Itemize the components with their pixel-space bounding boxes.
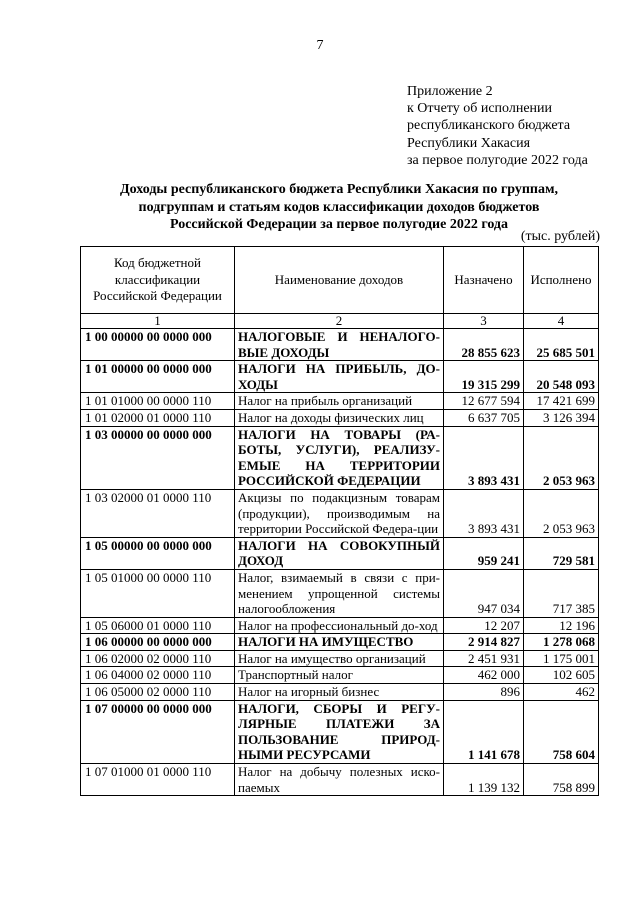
row-planned: 28 855 623: [444, 329, 524, 361]
row-name: НАЛОГОВЫЕ И НЕНАЛОГО-ВЫЕ ДОХОДЫ: [235, 329, 444, 361]
row-code: 1 05 00000 00 0000 000: [81, 537, 235, 569]
title-line: Российской Федерации за первое полугодие 2022 года: [169, 217, 509, 232]
row-executed: 1 278 068: [524, 634, 599, 651]
row-planned: 959 241: [444, 537, 524, 569]
column-number: 2: [235, 314, 444, 329]
row-planned: 3 893 431: [444, 426, 524, 489]
row-code: 1 01 00000 00 0000 000: [81, 361, 235, 393]
row-planned: 896: [444, 684, 524, 701]
row-executed: 3 126 394: [524, 409, 599, 426]
row-executed: 717 385: [524, 569, 599, 617]
row-executed: 102 605: [524, 667, 599, 684]
row-executed: 12 196: [524, 617, 599, 634]
row-name: Налог на доходы физических лиц: [235, 409, 444, 426]
row-code: 1 07 00000 00 0000 000: [81, 700, 235, 763]
row-executed: 25 685 501: [524, 329, 599, 361]
row-code: 1 07 01000 01 0000 110: [81, 764, 235, 796]
appendix-line: республиканского бюджета: [407, 118, 571, 134]
appendix-line: Приложение 2: [407, 84, 493, 99]
row-code: 1 06 02000 02 0000 110: [81, 650, 235, 667]
row-name: Налог на профессиональный до-ход: [235, 617, 444, 634]
row-code: 1 05 06000 01 0000 110: [81, 617, 235, 634]
row-planned: 2 914 827: [444, 634, 524, 651]
table-row: [81, 667, 599, 684]
row-name: Транспортный налог: [235, 667, 444, 684]
column-number: 1: [81, 314, 235, 329]
row-name: Налог на добычу полезных иско-паемых: [235, 764, 444, 796]
row-code: 1 06 04000 02 0000 110: [81, 667, 235, 684]
row-code: 1 01 02000 01 0000 110: [81, 409, 235, 426]
table-row: [81, 426, 599, 489]
table-row: [81, 634, 599, 651]
row-code: 1 05 01000 00 0000 110: [81, 569, 235, 617]
row-planned: 462 000: [444, 667, 524, 684]
row-code: 1 00 00000 00 0000 000: [81, 329, 235, 361]
table-row: [81, 489, 599, 537]
row-name: Налог, взимаемый в связи с при-менением упрощенной системы налогообложения: [235, 569, 444, 617]
row-code: 1 06 00000 00 0000 000: [81, 634, 235, 651]
row-executed: 758 899: [524, 764, 599, 796]
row-name: НАЛОГИ НА ИМУЩЕСТВО: [235, 634, 444, 651]
row-planned: 2 451 931: [444, 650, 524, 667]
title-line: Доходы республиканского бюджета Республики Хакасия по группам,: [120, 182, 558, 197]
appendix-line: Республики Хакасия: [407, 135, 531, 151]
row-code: 1 01 01000 00 0000 110: [81, 393, 235, 410]
header-code: Код бюджетной классификации Российской Федерации: [81, 247, 235, 314]
column-number-row: [81, 314, 599, 329]
row-code: 1 03 02000 01 0000 110: [81, 489, 235, 537]
row-executed: 2 053 963: [524, 426, 599, 489]
header-name: Наименование доходов: [235, 247, 444, 314]
row-planned: 1 139 132: [444, 764, 524, 796]
row-planned: 3 893 431: [444, 489, 524, 537]
appendix-note: [407, 83, 588, 169]
row-executed: 2 053 963: [524, 489, 599, 537]
row-executed: 758 604: [524, 700, 599, 763]
table-row: [81, 329, 599, 361]
column-number: 3: [444, 314, 524, 329]
table-row: [81, 409, 599, 426]
table-row: [81, 650, 599, 667]
row-planned: 6 637 705: [444, 409, 524, 426]
title-line: подгруппам и статьям кодов классификации доходов бюджетов: [138, 199, 540, 215]
table-row: [81, 764, 599, 796]
page-number: 7: [316, 38, 324, 53]
row-name: Налог на игорный бизнес: [235, 684, 444, 701]
table-row: [81, 617, 599, 634]
row-name: НАЛОГИ НА ПРИБЫЛЬ, ДО-ХОДЫ: [235, 361, 444, 393]
row-name: НАЛОГИ НА СОВОКУПНЫЙ ДОХОД: [235, 537, 444, 569]
row-planned: 12 677 594: [444, 393, 524, 410]
row-code: 1 06 05000 02 0000 110: [81, 684, 235, 701]
row-executed: 20 548 093: [524, 361, 599, 393]
row-name: Налог на прибыль организаций: [235, 393, 444, 410]
row-name: НАЛОГИ НА ТОВАРЫ (РА-БОТЫ, УСЛУГИ), РЕАЛИЗУ-ЕМЫЕ НА ТЕРРИТОРИИ РОССИЙСКОЙ ФЕДЕРАЦИИ: [235, 426, 444, 489]
table-row: [81, 569, 599, 617]
table-header-row: [81, 247, 599, 314]
header-executed: Исполнено: [524, 247, 599, 314]
row-executed: 729 581: [524, 537, 599, 569]
header-planned: Назначено: [444, 247, 524, 314]
appendix-line: к Отчету об исполнении: [407, 101, 553, 117]
table-row: [81, 684, 599, 701]
row-code: 1 03 00000 00 0000 000: [81, 426, 235, 489]
table-row: [81, 700, 599, 763]
row-planned: 947 034: [444, 569, 524, 617]
row-executed: 17 421 699: [524, 393, 599, 410]
row-executed: 1 175 001: [524, 650, 599, 667]
table-row: [81, 537, 599, 569]
document-title: [70, 181, 608, 234]
row-name: НАЛОГИ, СБОРЫ И РЕГУ-ЛЯРНЫЕ ПЛАТЕЖИ ЗА ПОЛЬЗОВАНИЕ ПРИРОД-НЫМИ РЕСУРСАМИ: [235, 700, 444, 763]
row-planned: 12 207: [444, 617, 524, 634]
row-name: Акцизы по подакцизным товарам (продукции), производимым на территории Российской Федера-ции: [235, 489, 444, 537]
column-number: 4: [524, 314, 599, 329]
units-label: (тыс. рублей): [520, 229, 600, 244]
income-table: [80, 246, 599, 796]
appendix-line: за первое полугодие 2022 года: [407, 152, 588, 168]
row-planned: 1 141 678: [444, 700, 524, 763]
row-planned: 19 315 299: [444, 361, 524, 393]
row-name: Налог на имущество организаций: [235, 650, 444, 667]
table-row: [81, 361, 599, 393]
table-row: [81, 393, 599, 410]
row-executed: 462: [524, 684, 599, 701]
